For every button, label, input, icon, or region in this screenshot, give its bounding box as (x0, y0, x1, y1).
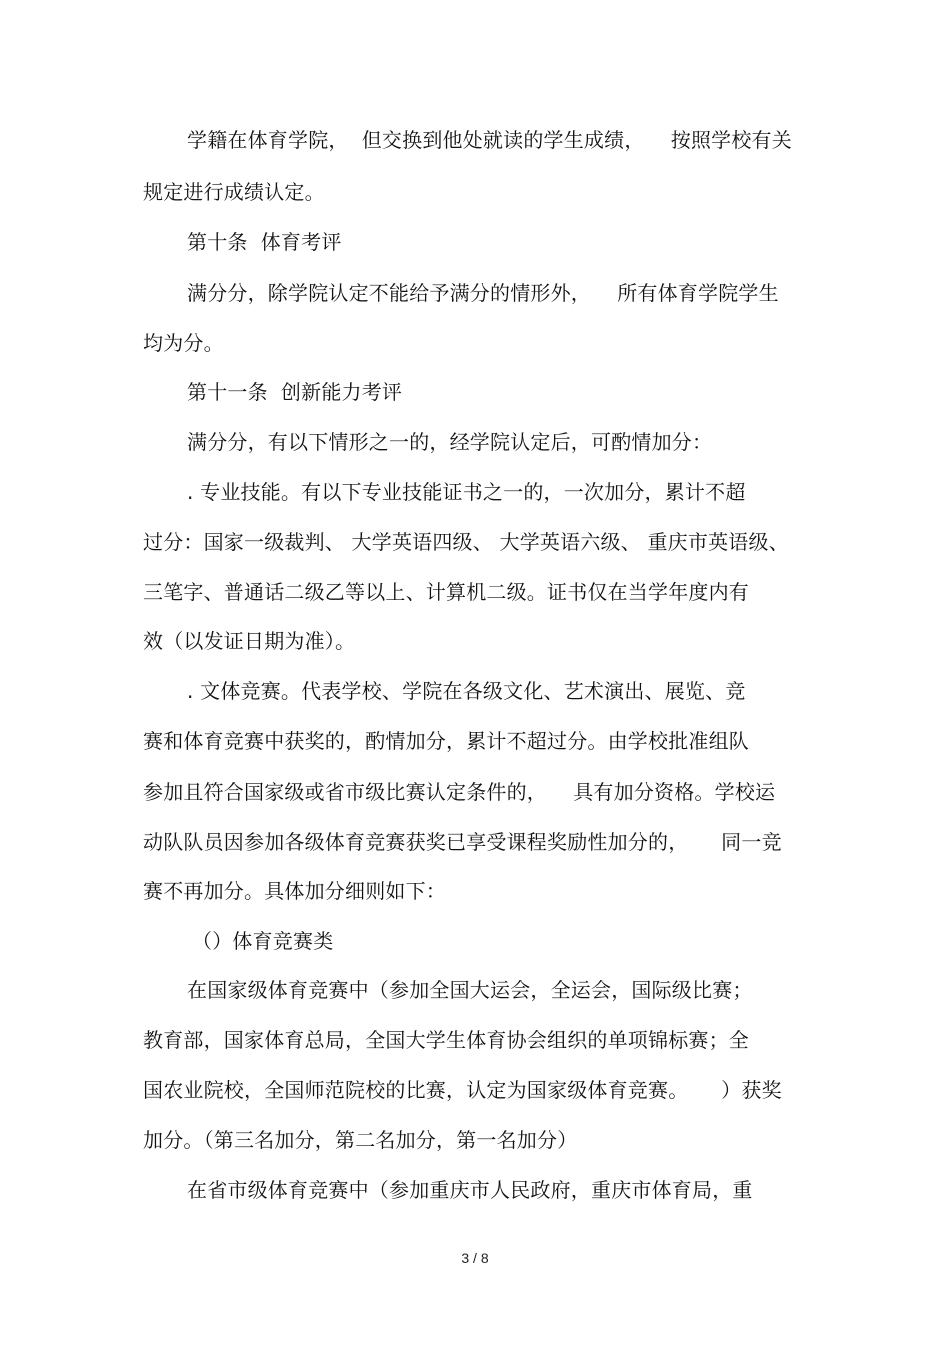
text-line: 在省市级体育竞赛中（参加重庆市人民政府，重庆市体育局，重 (187, 1178, 753, 1202)
text-line: 学籍在体育学院， 但交换到他处就读的学生成绩， 按照学校有关 (187, 128, 792, 152)
text-line: 均为分。 (143, 331, 224, 355)
text-line: 满分分，除学院认定不能给予满分的情形外， 所有体育学院学生 (187, 281, 779, 305)
text-line: 效（以发证日期为准）。 (143, 629, 356, 653)
section-heading: 第十一条 创新能力考评 (187, 380, 403, 404)
text-line: 动队队员因参加各级体育竞赛获奖已享受课程奖励性加分的， 同一竞 (143, 830, 782, 854)
text-line: . 专业技能。有以下专业技能证书之一的，一次加分，累计不超 (187, 480, 746, 504)
text-line: 教育部，国家体育总局，全国大学生体育协会组织的单项锦标赛；全 (143, 1028, 749, 1052)
text-line: 加分。（第三名加分，第二名加分，第一名加分） (143, 1128, 578, 1152)
text-line: 规定进行成绩认定。 (143, 180, 325, 204)
section-heading: 第十条 体育考评 (187, 230, 342, 254)
text-line: 过分：国家一级裁判、 大学英语四级、 大学英语六级、 重庆市英语级、 (143, 530, 789, 554)
text-line: 在国家级体育竞赛中（参加全国大运会，全运会，国际级比赛； (187, 978, 753, 1002)
text-line: 国农业院校，全国师范院校的比赛，认定为国家级体育竞赛。 ）获奖 (143, 1078, 782, 1102)
page-number: 3 / 8 (461, 1250, 489, 1266)
text-line: 赛不再加分。具体加分细则如下： (143, 879, 446, 903)
text-line: 赛和体育竞赛中获奖的，酌情加分，累计不超过分。由学校批准组队 (143, 729, 749, 753)
subsection-heading: （）体育竞赛类 (192, 929, 334, 953)
text-line: . 文体竞赛。代表学校、学院在各级文化、艺术演出、展览、竞 (187, 679, 746, 703)
text-line: 满分分，有以下情形之一的，经学院认定后，可酌情加分： (187, 430, 713, 454)
text-line: 参加且符合国家级或省市级比赛认定条件的， 具有加分资格。学校运 (143, 780, 776, 804)
text-line: 三笔字、普通话二级乙等以上、计算机二级。证书仅在当学年度内有 (143, 580, 749, 604)
